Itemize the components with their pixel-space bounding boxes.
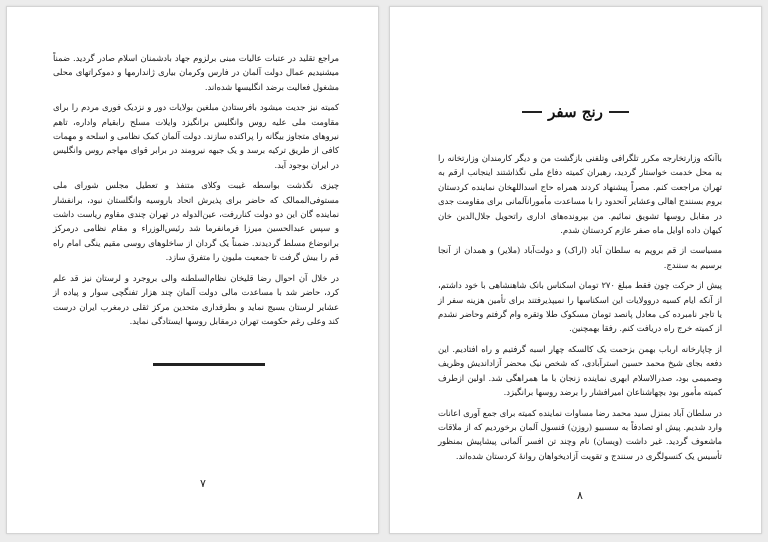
paragraph: در سلطان آباد بمنزل سید محمد رضا مساوات نماینده کمیته برای جمع آوری اعانات وارد شدیم. پیش او تصادفاً به سسبیو (روزن) قنسول آلمان برخوردیم که از ملاقات ماشعوف گردید. غیر داشت (ویسان) نام وچند تن افسر آلمانی پیشاپیش بمنظور تأسیس یک کنسولگری در سنندج و تقویت آزادیخواهان روانهٔ کردستان شده‌اند. [438,407,722,461]
paragraph: مسیاست از قم بروپم به سلطان آباد (اراک) و دولت‌آباد (ملایر) و همدان از آنجا برسیم به سنندج. [438,245,722,270]
page-number: ۸ [577,489,583,502]
paragraph: باآنکه وزارتخارجه مکرر تلگرافی وتلفنی بازگشت من و دیگر کارمندان وزارتخانه را به محل خدمت خواستار گردید، رهبران کمیته دفاع ملی نگذاشتند اینجانب ارقم به تهران مراجعت کنم. مصراً پیشنهاد کردند همراه حاج اسداللهخان نماینده کردستان بروم بسنندج اهالی وعشایر آنحدود را با مساعدت مأمورانآلمانی برای مقاومت جدی در مقابل روسها تشویق نمائیم. من بپرونده‌های اداری راتحویل جلال‌الدین خان کیهان داده اوایل ماه صفر عازم کردستان شدم. [438,153,722,236]
chapter-heading [390,103,761,121]
chapter-title: رنج سفر [548,103,603,121]
page-number: ۷ [200,477,206,490]
paragraph: مراجع تقلید در عتبات عالیات مبنی برلزوم جهاد بادشمنان اسلام صادر گردید. ضمناً میشنیدیم عمال دولت آلمان در فارس وکرمان بیاری ژاندارمها و دموکراتهای محلی مشغول فعالیت برضد انگلیسها شده‌اند. [53,53,339,92]
title-dash [522,111,542,113]
right-page [389,6,762,534]
left-page [6,6,379,534]
paragraph: در خلال آن احوال رضا قلیخان نظام‌السلطنه والی بروجرد و لرستان نیز قد علم کرد، حاضر شد با مساعدت مالی دولت آلمان چند هزار تفنگچی سوار و پیاده از عشایر لرستان بسیج نماید و بطرفداری متحدین مرکز ثقلی درمغرب ایران درست کند وعلی رغم حکومت تهران درمقابل روسها ایستادگی نماید. [53,272,339,326]
paragraph: پیش از حرکت چون فقط مبلغ ۲۷۰ تومان اسکناس بانک شاهنشاهی با خود داشتم، از آنکه ایام کسیه دروولایات این اسکناسها را نمیپذیرفتند برای تأمین هزینه سفر از یا تاجر نامبرده کی معادل پانصد تومان مسکوک طلا وتقره وام گرفتم وحاضر نشدم از کمیته خرج راه دریافت کنم. رفقا بهمچنین. [438,280,722,334]
left-page-body [53,51,339,334]
title-dash [609,111,629,113]
paragraph: کمیته نیز جدیت میشود بافرستادن مبلغین بولایات دور و نزدیک فوری مردم را برای مقاومت ملی علیه روس وانگلیس برانگیزد وایلات مسلح رابقیام واداره، تاهم نیروهای متجاوز بیگانه را پراکنده سازند. دولت آلمان کمک نظامی و اسلحه و مهمات کافی از طریق ترکیه برسد و یک جبهه نیرومند در برابر قوای مهاجم روس وانگلیس در ایران بوجود آید. [53,102,339,170]
section-end-rule [153,363,265,366]
right-page-body [438,151,722,469]
paragraph: چیزی نگذشت بواسطه غیبت وکلای متنفذ و تعطیل مجلس شورای ملی مستوفی‌الممالک که حاضر برای پذیرش اتحاد باروسیه وانگلستان نبود، برانفشار نماینده گان این دو دولت کناررفت، عین‌الدوله در تهران چندی مقاوم ریاست داشت و سپس عبدالحسین میرزا فرمانفرما شد رئیس‌الوزراء و مقام نظامی درمرکز برانوضاع مسلط گردیدند. ضمناً یک گردان از ساخلوهای روسی مقیم ینگی امام راه قم را بیش گرفت تا جمعیت ملیون را متفرق سازد. [53,180,339,263]
paragraph: از چاپارخانه ارباب بهمن بزحمت یک کالسکه چهار اسبه گرفتیم و راه افتادیم. این دفعه بجای شیخ محمد حسین استرآبادی، که شخص نیک محضر آزاداندیش وظریف وصمیمی بود، صدرالاسلام ابهری نماینده زنجان با ما همراهگی شد. اولین ازطرف کمیته مأمور بود بچهاشناعان امیرافشار را برضد روسها برانگیزد. [438,343,722,398]
